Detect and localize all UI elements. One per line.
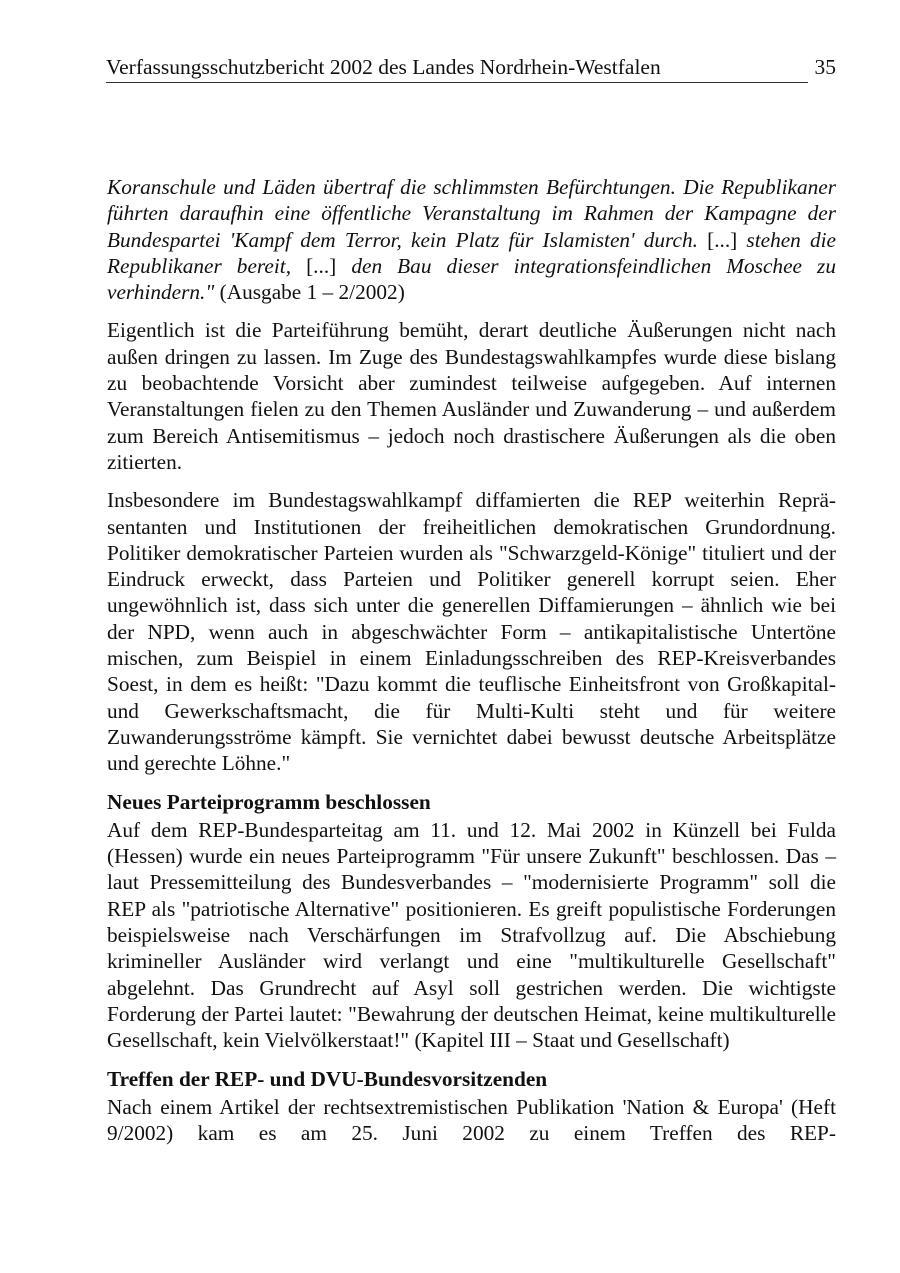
section-heading-meeting: Treffen der REP- und DVU-Bundesvorsitzenden — [107, 1066, 548, 1091]
paragraph-meeting: Nach einem Artikel der rechtsextremistischen Publikation 'Nation & Europa' (Heft 9/2002) kam es am 25. Juni 2002 zu einem Treffen des REP- — [107, 1094, 836, 1146]
section-heading-party-program: Neues Parteiprogramm beschlossen — [107, 789, 431, 814]
quote-text-2: stehen die Republikaner bereit, — [107, 227, 836, 278]
quote-text-1: Koranschule und Läden übertraf die schlimmsten Befürchtungen. Die Republikaner führten daraufhin eine öffentliche Veranstaltung im Rahmen der Kampagne der Bundespartei 'Kampf dem Terror, kein Platz für Islamisten' durch. — [107, 175, 836, 252]
header-rule — [106, 82, 808, 83]
paragraph-party-program: Auf dem REP-Bundesparteitag am 11. und 12. Mai 2002 in Künzell bei Fulda (Hessen) wurde ein neues Parteiprogramm "Für unsere Zukunft" beschlossen. Das – laut Pressemitteilung des Bundesverbandes – "modernisierte Programm" soll die REP als "patriotische Alternative" positionieren. Es greift populistische Forderungen beispielsweise nach Verschärfungen im Strafvollzug auf. Die Abschiebung krimineller Ausländer wird verlangt und eine "multikulturelle Gesellschaft" abgelehnt. Das Grundrecht auf Asyl soll gestrichen werden. Die wichtigste Forderung der Partei lautet: "Bewahrung der deutschen Heimat, keine multikulturelle Gesellschaft, kein Vielvölkerstaat!" (Kapitel III – Staat und Gesellschaft) — [107, 817, 836, 1053]
quote-paragraph — [107, 174, 836, 305]
running-header — [106, 52, 836, 84]
header-title: Verfassungsschutzbericht 2002 des Landes Nordrhein-Westfalen — [106, 55, 661, 79]
body-text — [107, 174, 836, 1158]
paragraph-election-campaign: Insbesondere im Bundestagswahlkampf diffamierten die REP weiterhin Repräsentanten und Institutionen der freiheitlichen demokratischen Grundordnung. Politiker demokratischer Parteien wurden als "Schwarzgeld-Könige" tituliert und der Eindruck erweckt, dass Parteien und Politiker generell korrupt seien. Eher ungewöhnlich ist, dass sich unter die generellen Diffamierungen – ähnlich wie bei der NPD, wenn auch in abgeschwächter Form – antikapitalistische Untertöne mischen, zum Beispiel in einem Einladungsschreiben des REP-Kreisverbandes Soest, in dem es heißt: "Dazu kommt die teuflische Einheitsfront von Großkapital- und Gewerkschaftsmacht, die für Multi-Kulti steht und für weitere Zuwanderungsströme kämpft. Sie vernichtet dabei bewusst deutsche Arbeitsplätze und gerechte Löhne." — [107, 488, 836, 776]
quote-text-3: den Bau dieser integrationsfeindlichen Moschee zu verhindern." — [107, 253, 836, 305]
quote-ellipsis-1: [...] — [707, 227, 738, 252]
quote-ellipsis-2: [...] — [306, 253, 337, 278]
quote-source: (Ausgabe 1 – 2/2002) — [214, 280, 405, 305]
page-number: 35 — [814, 55, 836, 79]
paragraph-party-leadership: Eigentlich ist die Parteiführung bemüht, derart deutliche Äußerungen nicht nach außen dringen zu lassen. Im Zuge des Bundestagswahlkampfes wurde diese bislang zu beobachtende Vorsicht aber zumindest teilweise aufgegeben. Auf internen Veranstaltungen fielen zu den Themen Ausländer und Zuwanderung – und außerdem zum Bereich Antisemitismus – jedoch noch drastischere Äußerungen als die oben zitierten. — [107, 318, 836, 474]
